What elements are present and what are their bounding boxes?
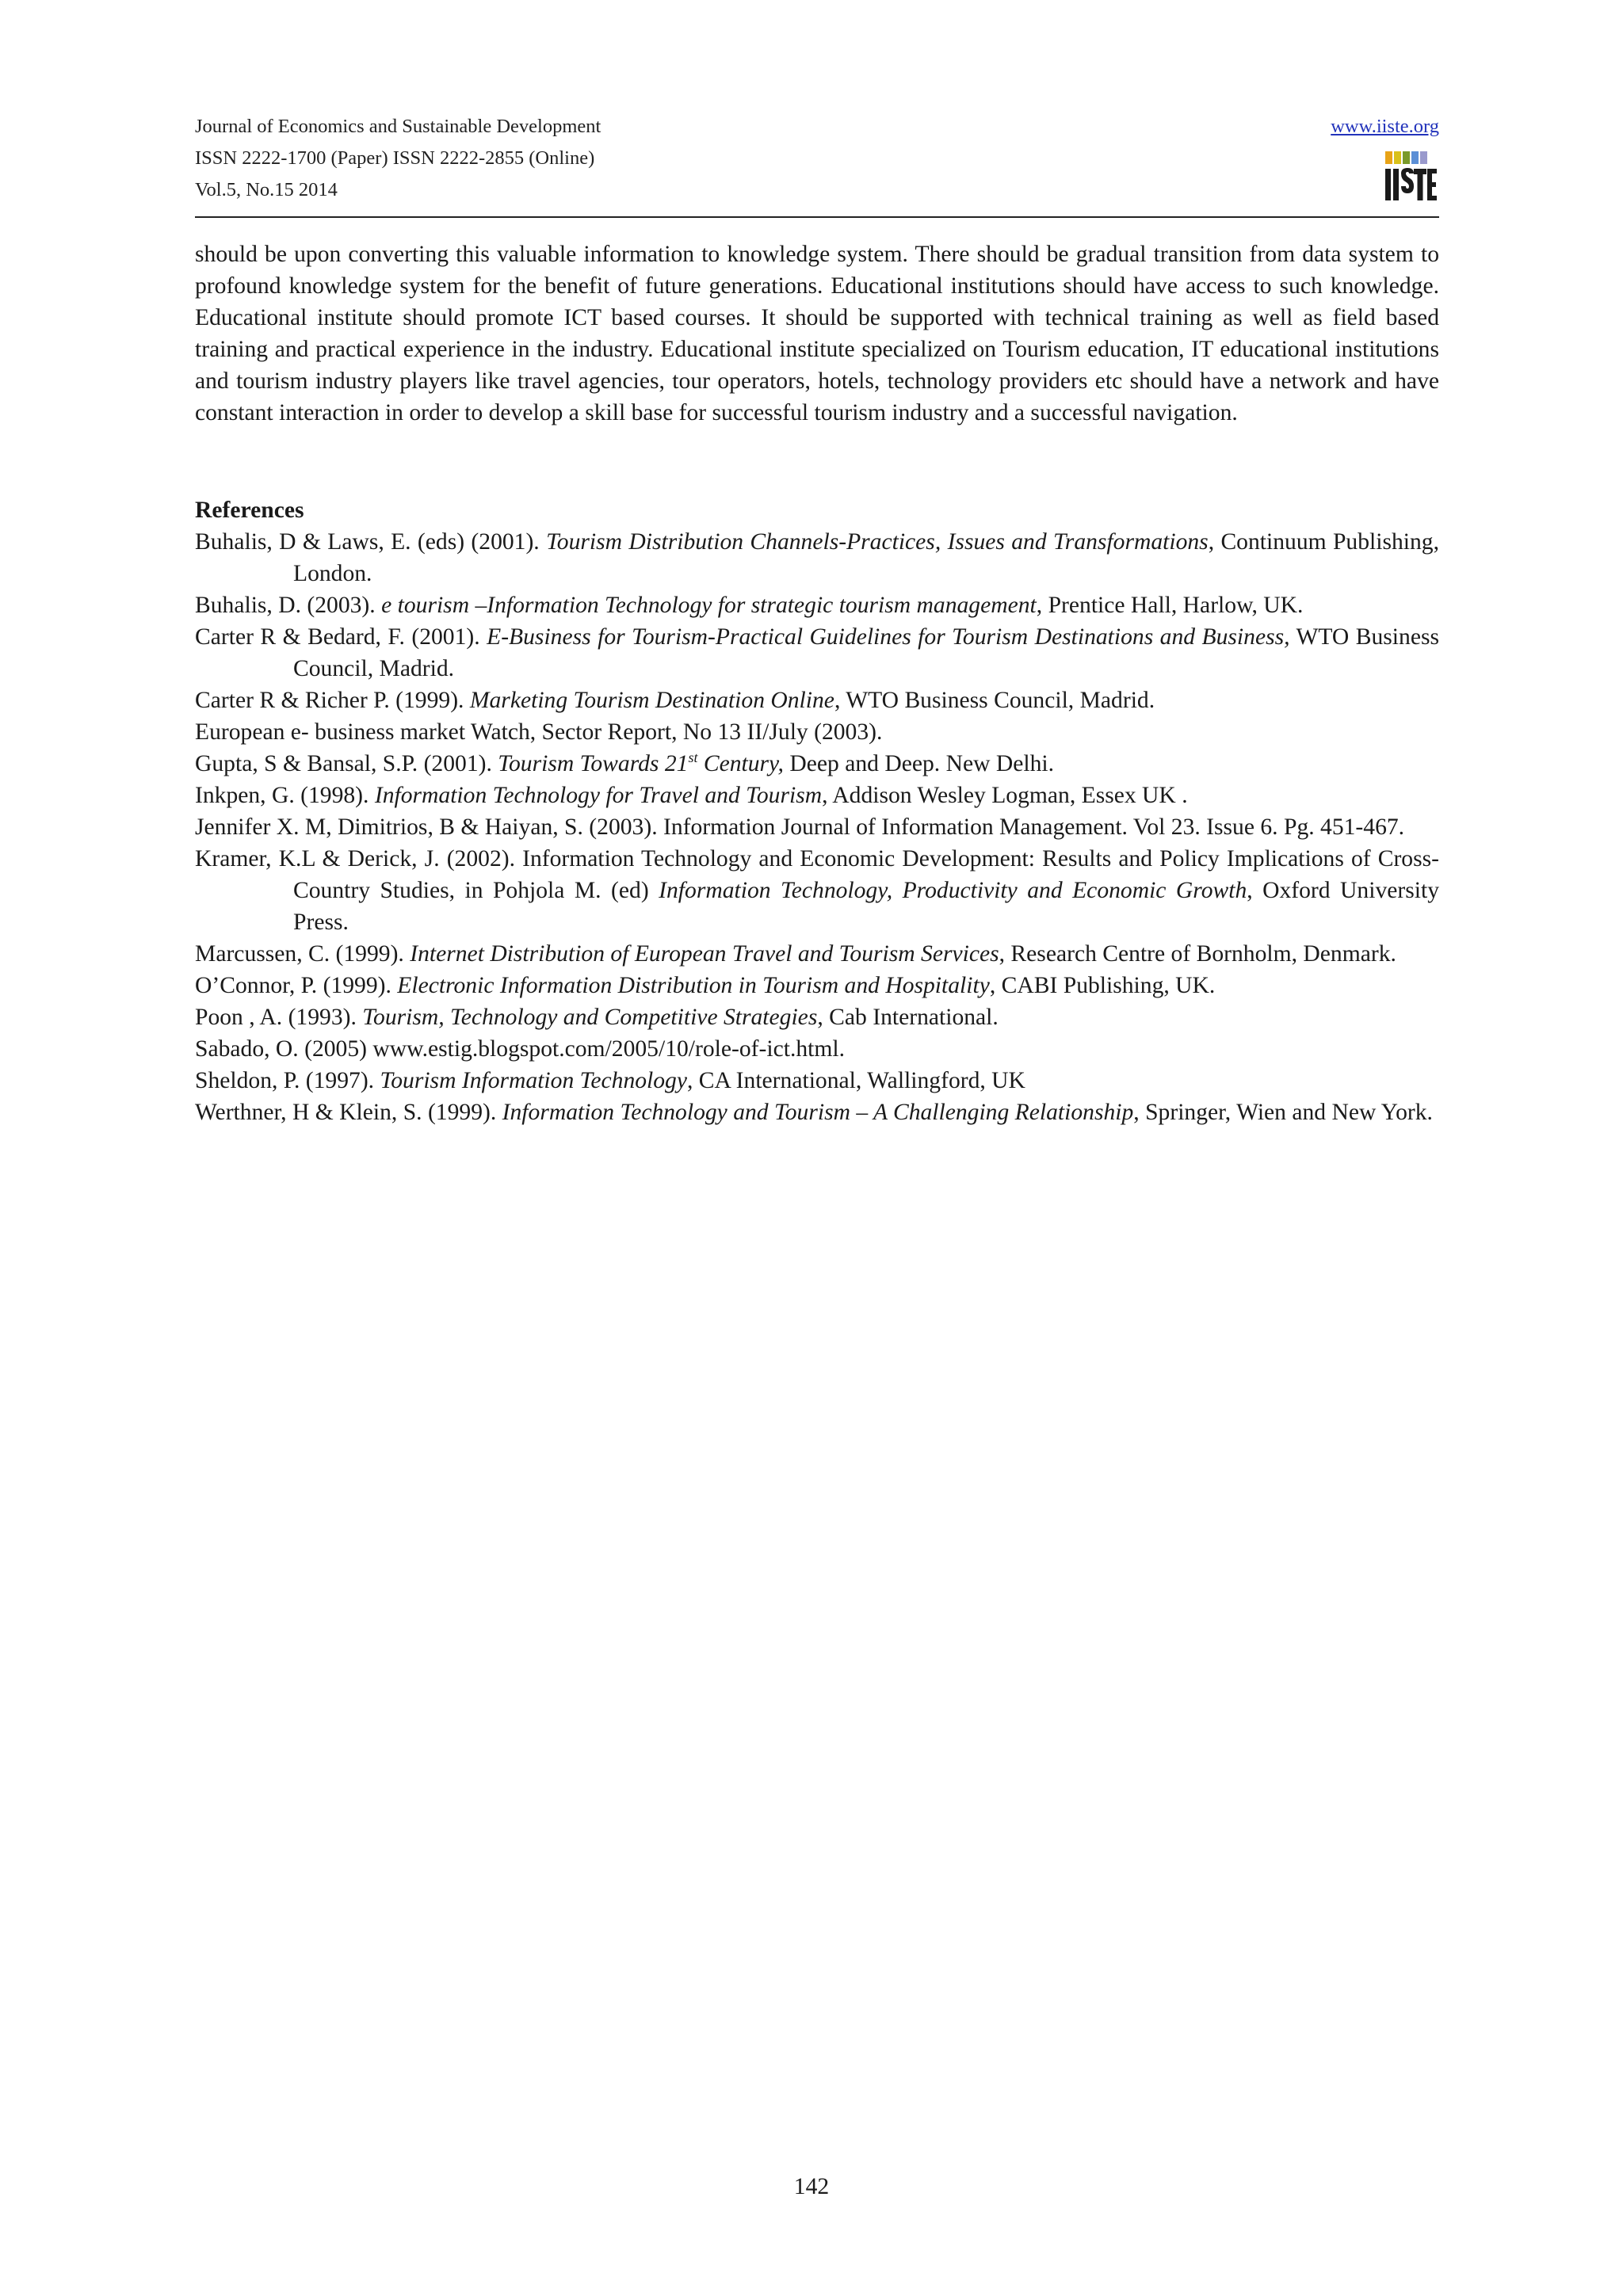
logo-bar-1 xyxy=(1385,151,1392,164)
logo-bar-5 xyxy=(1420,151,1427,164)
references-section xyxy=(195,494,1439,1128)
page-header xyxy=(195,115,1439,210)
reference-item: O’Connor, P. (1999). Electronic Information Distribution in Tourism and Hospitality, CABI Publishing, UK. xyxy=(195,973,1216,998)
reference-item: Carter R & Richer P. (1999). Marketing Tourism Destination Online, WTO Business Council, Madrid. xyxy=(195,688,1155,713)
reference-item: Kramer, K.L & Derick, J. (2002). Information Technology and Economic Development: Results and Policy Implications of Cross-Country Studies, in Pohjola M. (ed) Information Technology, Productivity and Economic Growth, Oxford University Press. xyxy=(195,846,1439,935)
reference-item: Gupta, S & Bansal, S.P. (2001). Tourism Towards 21st Century, Deep and Deep. New Delhi. xyxy=(195,749,1054,776)
body-paragraph: should be upon converting this valuable information to knowledge system. There should be gradual transition from data system to profound knowledge system for the benefit of future generations. Educational institutions should have access to such knowledge. Educational institute should promote ICT based courses. It should be supported with technical training as well as field based training and practical experience in the industry. Educational institute specialized on Tourism education, IT educational institutions and tourism industry players like travel agencies, tour operators, hotels, technology providers etc should have a network and have constant interaction in order to develop a skill base for successful tourism industry and a successful navigation. xyxy=(195,242,1439,425)
reference-item: Jennifer X. M, Dimitrios, B & Haiyan, S. (2003). Information Journal of Information Management. Vol 23. Issue 6. Pg. 451-467. xyxy=(195,814,1405,840)
reference-item: Sheldon, P. (1997). Tourism Information Technology, CA International, Wallingford, UK xyxy=(195,1068,1025,1093)
volume-line: Vol.5, No.15 2014 xyxy=(195,179,338,200)
reference-item: Buhalis, D & Laws, E. (eds) (2001). Tourism Distribution Channels-Practices, Issues and Transformations, Continuum Publishing, London. xyxy=(195,529,1439,586)
reference-item: Sabado, O. (2005) www.estig.blogspot.com/2005/10/role-of-ict.html. xyxy=(195,1036,846,1062)
page-number: 142 xyxy=(793,2174,830,2199)
logo-bar-2 xyxy=(1394,151,1401,164)
reference-item: Buhalis, D. (2003). e tourism –Information Technology for strategic tourism management, Prentice Hall, Harlow, UK. xyxy=(195,593,1304,618)
iiste-logo xyxy=(1384,150,1438,202)
logo-bar-3 xyxy=(1403,151,1410,164)
references-list xyxy=(195,526,1439,1128)
header-divider xyxy=(195,216,1439,218)
references-heading: References xyxy=(195,498,304,523)
logo-bar-4 xyxy=(1411,151,1419,164)
reference-item: Werthner, H & Klein, S. (1999). Information Technology and Tourism – A Challenging Relationship, Springer, Wien and New York. xyxy=(195,1100,1433,1125)
reference-item: Inkpen, G. (1998). Information Technology for Travel and Tourism, Addison Wesley Logman, Essex UK . xyxy=(195,783,1188,808)
reference-item: Poon , A. (1993). Tourism, Technology and Competitive Strategies, Cab International. xyxy=(195,1005,999,1030)
reference-item: Carter R & Bedard, F. (2001). E-Business for Tourism-Practical Guidelines for Tourism Destinations and Business, WTO Business Council, Madrid. xyxy=(195,624,1439,681)
journal-website-link[interactable]: www.iiste.org xyxy=(1331,116,1439,137)
issn-line: ISSN 2222-1700 (Paper) ISSN 2222-2855 (Online) xyxy=(195,147,595,169)
logo-letters xyxy=(1385,168,1437,200)
journal-title: Journal of Economics and Sustainable Development xyxy=(195,116,601,137)
reference-item: Marcussen, C. (1999). Internet Distribution of European Travel and Tourism Services, Research Centre of Bornholm, Denmark. xyxy=(195,941,1396,967)
reference-item: European e- business market Watch, Sector Report, No 13 II/July (2003). xyxy=(195,719,883,745)
